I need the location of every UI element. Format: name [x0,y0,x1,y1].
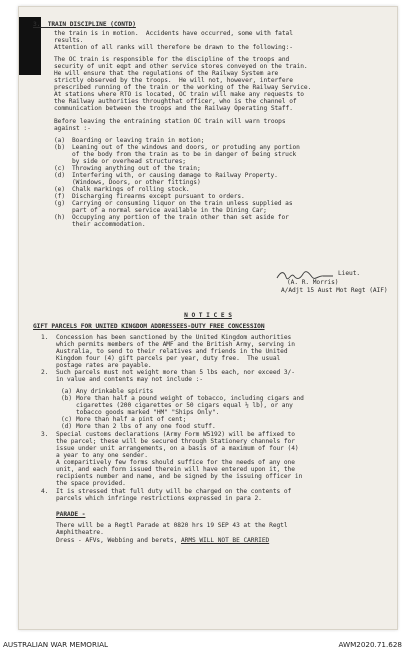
list-marker: (b) [54,144,66,151]
archive-caption [0,636,406,653]
list-item: postage rates are payable. [56,362,152,369]
body-line: Attention of all ranks will therefore be drawn to the following:- [54,44,293,51]
parade-heading: PARADE - [56,511,86,518]
list-item: Australia, to send to their relatives and friends in the United [56,348,288,355]
list-item: Leaning out of the windows and doors, or protuding any portion [72,144,300,151]
list-item: Discharging firearms except pursuant to orders. [72,193,245,200]
list-item: Throwing anything out of the train; [72,165,201,172]
list-item: by side or overhead structures; [72,158,186,165]
body-line: The OC train is responsible for the discipline of the troops and [54,56,290,63]
signature-appointment: A/Adjt 15 Aust Mot Regt (AIF) [281,287,388,294]
list-item: in value and contents may not include :- [56,376,204,383]
body-line: security of unit eqpt and other service stores conveyed on the train. [54,63,308,70]
list-marker: (d) [61,423,73,430]
list-item: Carrying or consuming liquor on the train unless supplied as [72,200,293,207]
list-item: of the body from the train as to be in danger of being struck [72,151,297,158]
dress-prefix: Dress - AFVs, Webbing and berets, [56,537,181,544]
list-item: unit, and each form issued therein will have entered upon it, the [56,466,295,473]
list-item: the parcel; these will be secured through Stationery channels for [56,438,295,445]
list-item: their accommodation. [72,221,146,228]
body-line: communication between the troops and the Railway Operating Staff. [54,105,293,112]
body-line: There will be a Regtl Parade at 0820 hrs 19 SEP 43 at the Regtl [56,522,288,529]
list-item: It is stressed that full duty will be charged on the contents of [56,488,292,495]
list-marker: (c) [54,165,66,172]
list-marker: (e) [54,186,66,193]
list-item: recipients number and name, and be signed by the issuing officer in [56,473,303,480]
list-item: part of a normal service available in the Dining Car; [72,207,267,214]
list-marker: (d) [54,172,66,179]
list-item: parcels which infringe restrictions expressed in para 2. [56,495,262,502]
list-item: Occupying any portion of the train other than set aside for [72,214,289,221]
notices-subheading: GIFT PARCELS FOR UNITED KINGDOM ADDRESSEES-DUTY FREE CONCESSION [33,323,265,330]
list-marker: (h) [54,214,66,221]
institution-label: AUSTRALIAN WAR MEMORIAL [3,640,108,649]
body-line: the Railway authorities throughthat officer, who is the channel of [54,98,297,105]
list-marker: 3. [41,431,49,438]
list-marker: (f) [54,193,66,200]
body-line: strictly observed by the troops. He will not, however, interfere [54,77,293,84]
body-line: Before leaving the entraining station OC train will warn troops [54,118,286,125]
list-item: Kingdom four (4) gift parcels per year, duty free. The usual [56,355,281,362]
body-line: He will ensure that the regulations of the Railway System are [54,70,279,77]
list-marker: (a) [54,137,66,144]
list-marker: 1. [41,334,49,341]
list-item: A comparitively few forms should suffice for the needs of any one [56,459,295,466]
list-marker: (g) [54,200,66,207]
list-marker: (c) [61,416,73,423]
list-item: More than half a pound weight of tobacco, including cigars and [76,395,304,402]
notices-title: N O T I C E S [184,312,232,319]
list-item: Any drinkable spirits [76,388,154,395]
list-item: Boarding or leaving train in motion; [72,137,205,144]
dress-emphasis: ARMS WILL NOT BE CARRIED [180,537,270,544]
list-item: cigarettes (200 cigarettes or 50 cigars equal ½ lb), or any [76,402,293,409]
section-heading: 3. TRAIN DISCIPLINE (CONTD) [33,21,136,28]
document-page [18,6,398,630]
signature-rank: Lieut. [338,270,361,277]
list-marker: 4. [41,488,49,495]
body-line: prescribed running of the train or the working of the Railway Service. [54,84,312,91]
body-line: results. [54,37,84,44]
list-item: Interfering with, or causing damage to Railway Property. [72,172,278,179]
list-item: a year to any one sender. [56,452,148,459]
list-marker: 2. [41,369,49,376]
list-marker: (b) [61,395,73,402]
list-item: Special customs declarations (Army Form W5192) will be affixed to [56,431,295,438]
list-item: More than half a pint of cent; [76,416,187,423]
list-marker: (a) [61,388,73,395]
body-line: At stations where RTO is located, OC train will make any requests to [54,91,304,98]
signature-name: (A. R. Morris) [287,279,339,286]
body-line: the train is in motion. Accidents have occurred, some with fatal [54,30,293,37]
list-item: Such parcels must not weight more than 5 lbs each, nor exceed 3/- [56,369,295,376]
list-item: issue under unit arrangements, on a basis of a maximum of four (4) [56,445,299,452]
body-line: Amphitheatre. [56,529,104,536]
list-item: More than 2 lbs of any one food stuff. [76,423,216,430]
accession-number: AWM2020.71.628 [338,640,402,649]
list-item: Chalk markings of rolling stock. [72,186,190,193]
list-item: Concession has been sanctioned by the United Kingdom authorities [56,334,292,341]
list-item: tobacco goods marked "HM" "Ships Only". [76,409,220,416]
body-line: against :- [54,125,91,132]
list-item: which permits members of the AMF and the British Army, serving in [56,341,295,348]
list-item: the space provided. [56,480,126,487]
parade-dress [56,537,269,544]
list-item: (Windows, Doors, or other fittings) [72,179,201,186]
